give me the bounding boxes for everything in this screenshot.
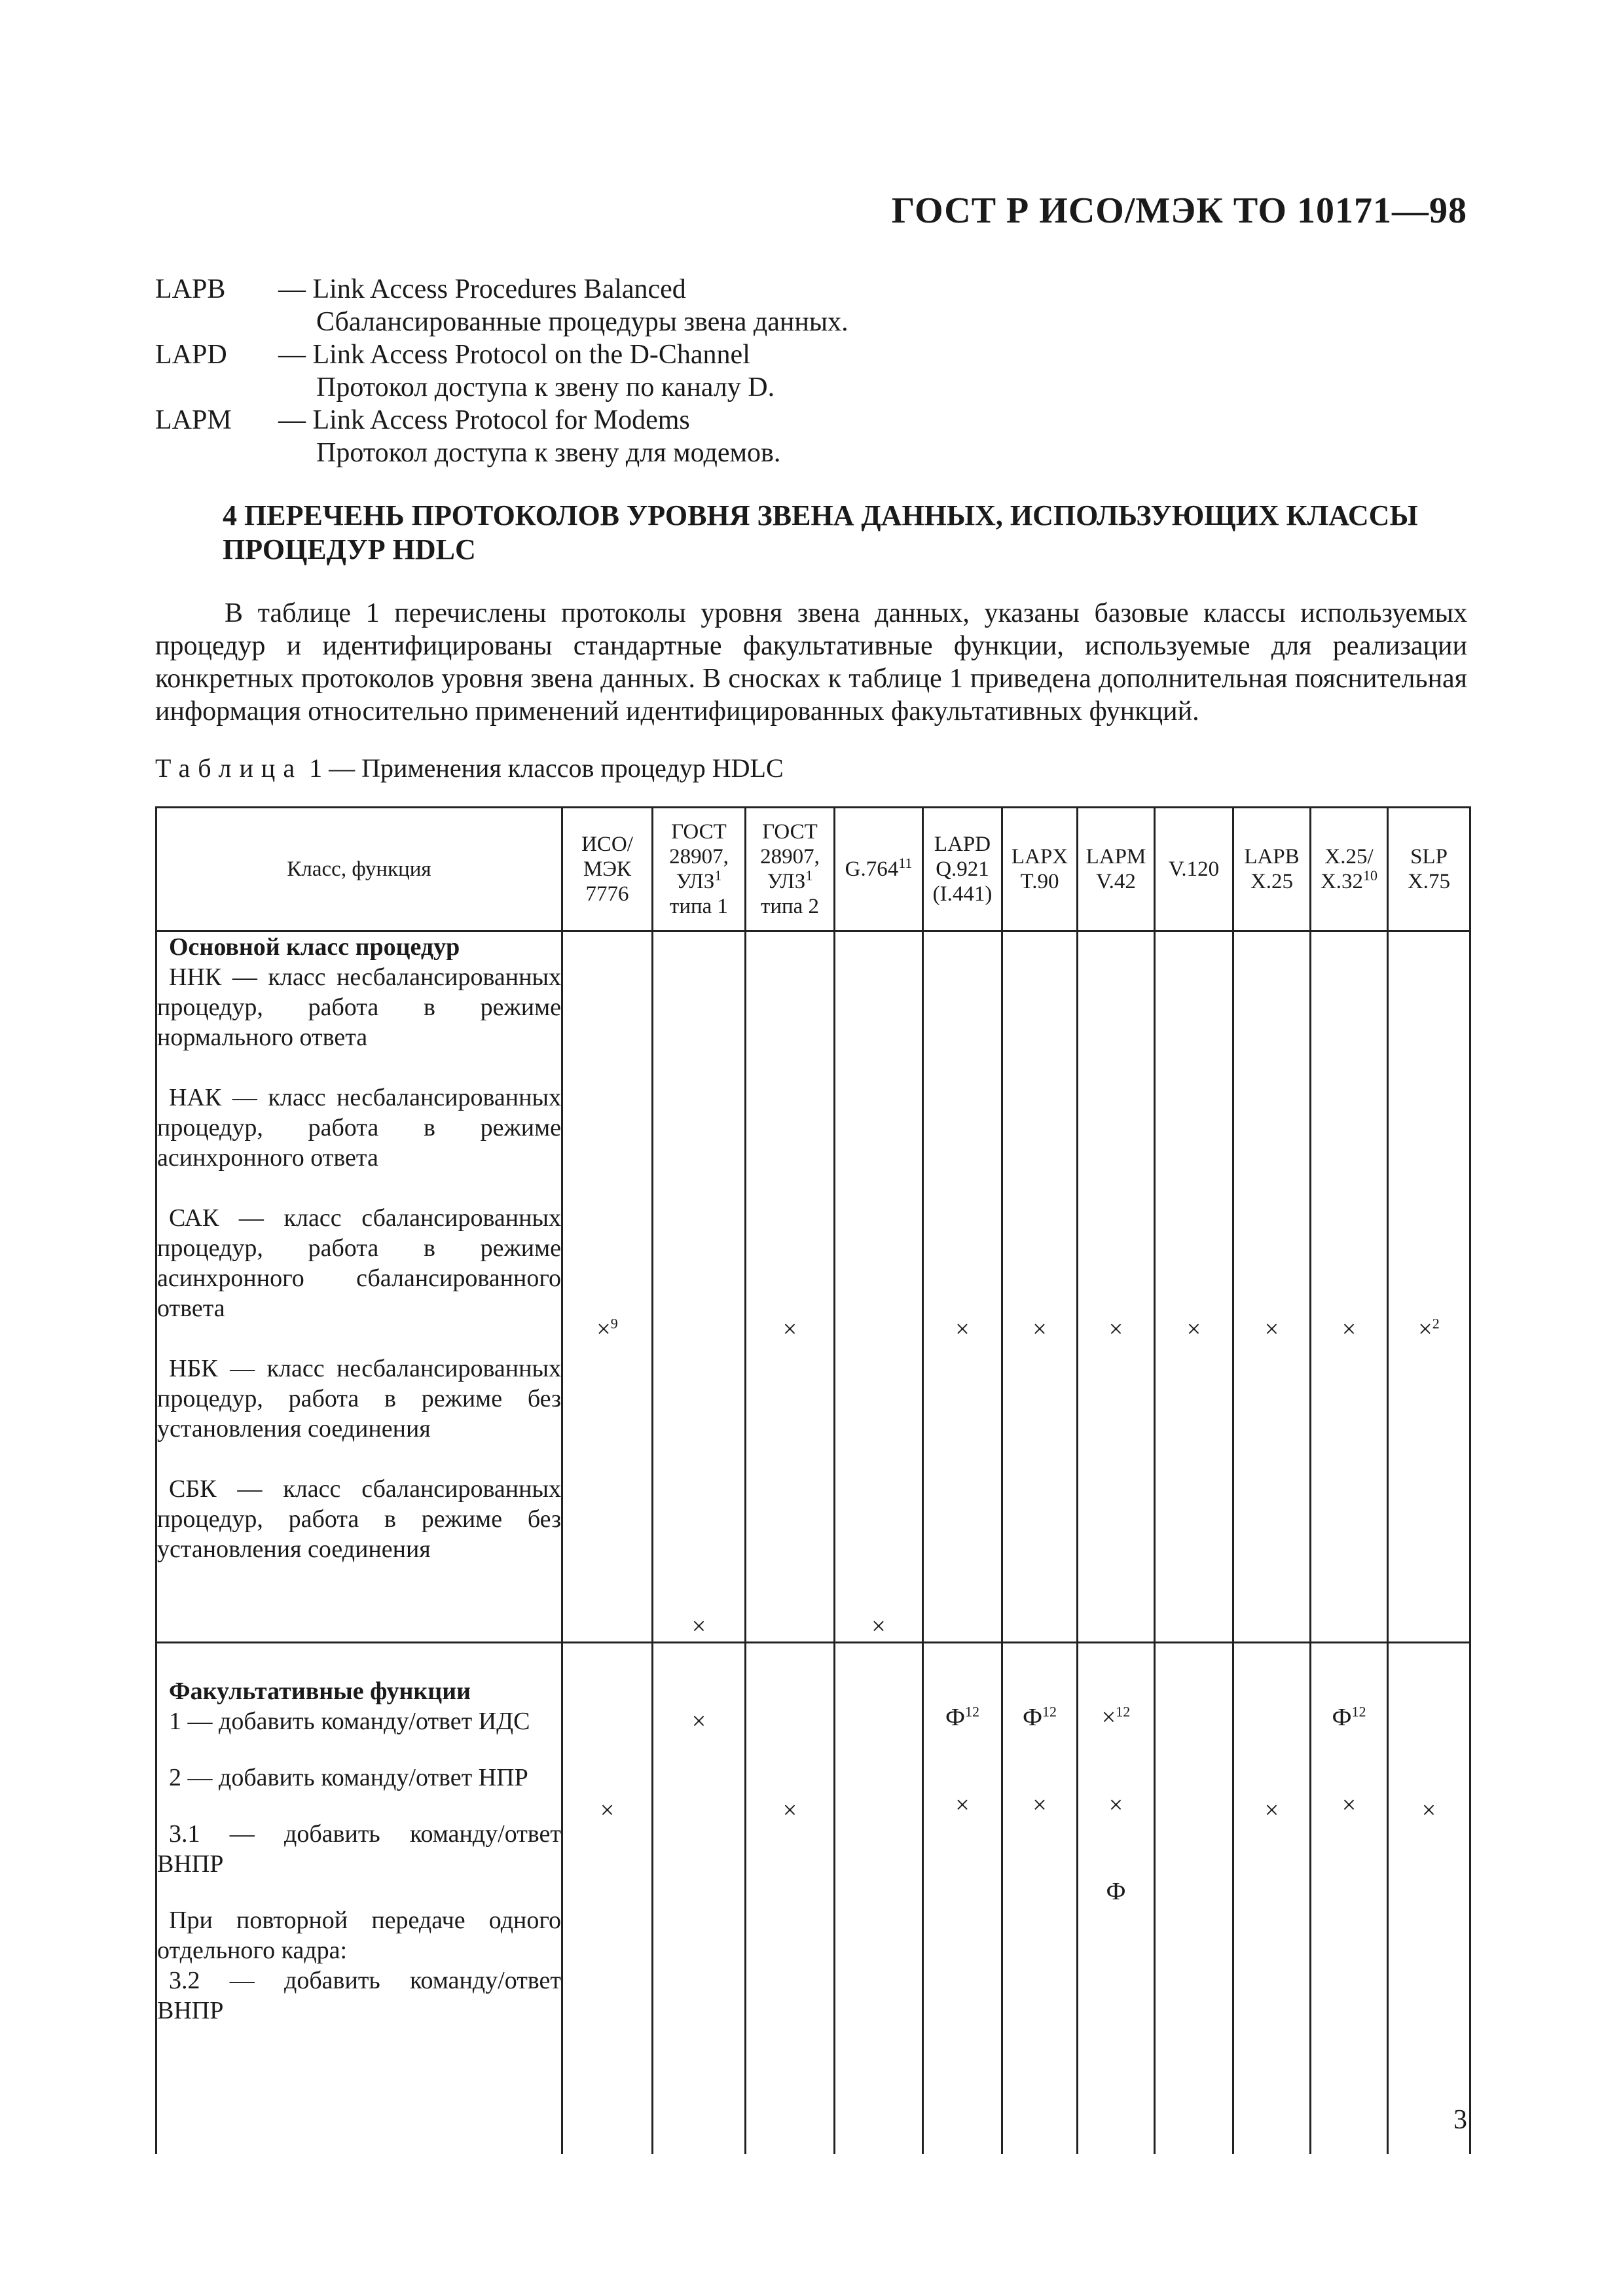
col-header-lapd: LAPD Q.921 (I.441) [923,808,1002,931]
body-paragraph: В таблице 1 перечислены протоколы уровня звена данных, указаны базовые классы используемых процедур и идентифицированы стандартные факультативные функции, используемые для реализации конкретных протоколов уровня звена данных. В сносках к таблице 1 приведена дополнительная пояснительная информация относительно применений идентифицированных факультативных функций. [155,598,1467,726]
abbr-russian: Протокол доступа к звену по каналу D. [316,372,775,403]
cell-v120: × [1155,931,1233,1643]
col-header-gost-type2: ГОСТ 28907, УЛЗ$^1$ типа 2 [746,808,835,931]
class-nnk: ННК — класс несбалансированных процедур, работа в режиме нормального ответа [157,963,561,1051]
col-header-v120: V.120 [1155,808,1233,931]
col-header-class: Класс, функция [156,808,562,931]
cell-iso7776: ×$^9$ [562,931,653,1643]
col-header-gost-type1: ГОСТ 28907, УЛЗ$^1$ типа 1 [653,808,746,931]
function-3-1: 3.1 — добавить команду/ответ ВНПР [157,1820,561,1878]
cell-lapx: × [1002,931,1078,1643]
cell-slp-x75: ×$^2$ [1388,931,1470,1643]
cell-lapm: × [1078,931,1155,1643]
opt-cell-gost1: × [653,1643,746,2155]
opt-cell-lapx: $Ф^{12}$ × [1002,1643,1078,2155]
col-header-slp-x75: SLP X.75 [1388,808,1470,931]
abbr-russian: Протокол доступа к звену для модемов. [316,438,781,468]
opt-cell-gost2: × [746,1643,835,2155]
cell-lapb: × [1233,931,1311,1643]
hdlc-classes-table [155,806,1471,2154]
col-header-iso-iec-7776: ИСО/ МЭК 7776 [562,808,653,931]
page-number: 3 [1453,2105,1467,2135]
abbr-russian: Сбалансированные процедуры звена данных. [316,307,848,337]
opt-cell-g764 [835,1643,923,2155]
class-sak: САК — класс сбалансированных процедур, работа в режиме асинхронного сбалансированного ответа [157,1204,561,1322]
table-caption [155,753,784,783]
cell-x25-x32: × [1311,931,1388,1643]
opt-cell-x25-x32: $Ф^{12}$ × [1311,1643,1388,2155]
opt-cell-slp-x75: × [1388,1643,1470,2155]
optional-functions-cell [156,1643,562,2155]
opt-cell-v120 [1155,1643,1233,2155]
group-heading: Факультативные функции [169,1677,471,1705]
document-header: ГОСТ Р ИСО/МЭК ТО 10171—98 [891,190,1467,231]
col-header-lapm: LAPM V.42 [1078,808,1155,931]
opt-cell-lapm: ×$^{12}$ × Ф [1078,1643,1155,2155]
abbr-english: — Link Access Protocol for Modems [278,405,690,435]
table-caption-text: 1 — Применения классов процедур HDLC [309,753,784,783]
cell-g764: × [835,931,923,1643]
abbr-english: — Link Access Procedures Balanced [278,274,686,304]
table-header-row [156,808,1470,931]
class-sbk: СБК — класс сбалансированных процедур, работа в режиме без установления соединения [157,1475,561,1563]
opt-cell-lapd: $Ф^{12}$ × [923,1643,1002,2155]
table-row-optional-functions [156,1643,1470,2155]
retransmission-note: При повторной передаче одного отдельного кадра: [157,1907,561,1964]
col-header-lapb: LAPB X.25 [1233,808,1311,931]
section-title: 4 ПЕРЕЧЕНЬ ПРОТОКОЛОВ УРОВНЯ ЗВЕНА ДАННЫХ, ИСПОЛЬЗУЮЩИХ КЛАССЫ ПРОЦЕДУР HDLC [223,499,1418,565]
abbr-code: LAPB [155,274,226,304]
opt-cell-lapb: × [1233,1643,1311,2155]
table-caption-label: Таблица [155,753,303,783]
opt-cell-iso7776: × [562,1643,653,2155]
class-nbk: НБК — класс несбалансированных процедур, работа в режиме без установления соединения [157,1355,561,1443]
col-header-x25-x32: X.25/ $X.32^{10}$ [1311,808,1388,931]
function-2: 2 — добавить команду/ответ НПР [169,1764,528,1791]
col-header-g764: G.764$^{11}$ [835,808,923,931]
group-heading: Основной класс процедур [169,933,460,961]
cell-gost2: × [746,931,835,1643]
abbr-code: LAPM [155,405,232,435]
table-row-basic-classes [156,931,1470,1643]
abbr-code: LAPD [155,340,227,370]
function-1: 1 — добавить команду/ответ ИДС [169,1708,530,1735]
cell-gost1: × [653,931,746,1643]
cell-lapd: × [923,931,1002,1643]
basic-classes-cell [156,931,562,1643]
abbr-english: — Link Access Protocol on the D-Channel [278,340,750,370]
function-3-2: 3.2 — добавить команду/ответ ВНПР [157,1967,561,2024]
col-header-lapx: LAPX T.90 [1002,808,1078,931]
class-nak: НАК — класс несбалансированных процедур, работа в режиме асинхронного ответа [157,1084,561,1172]
